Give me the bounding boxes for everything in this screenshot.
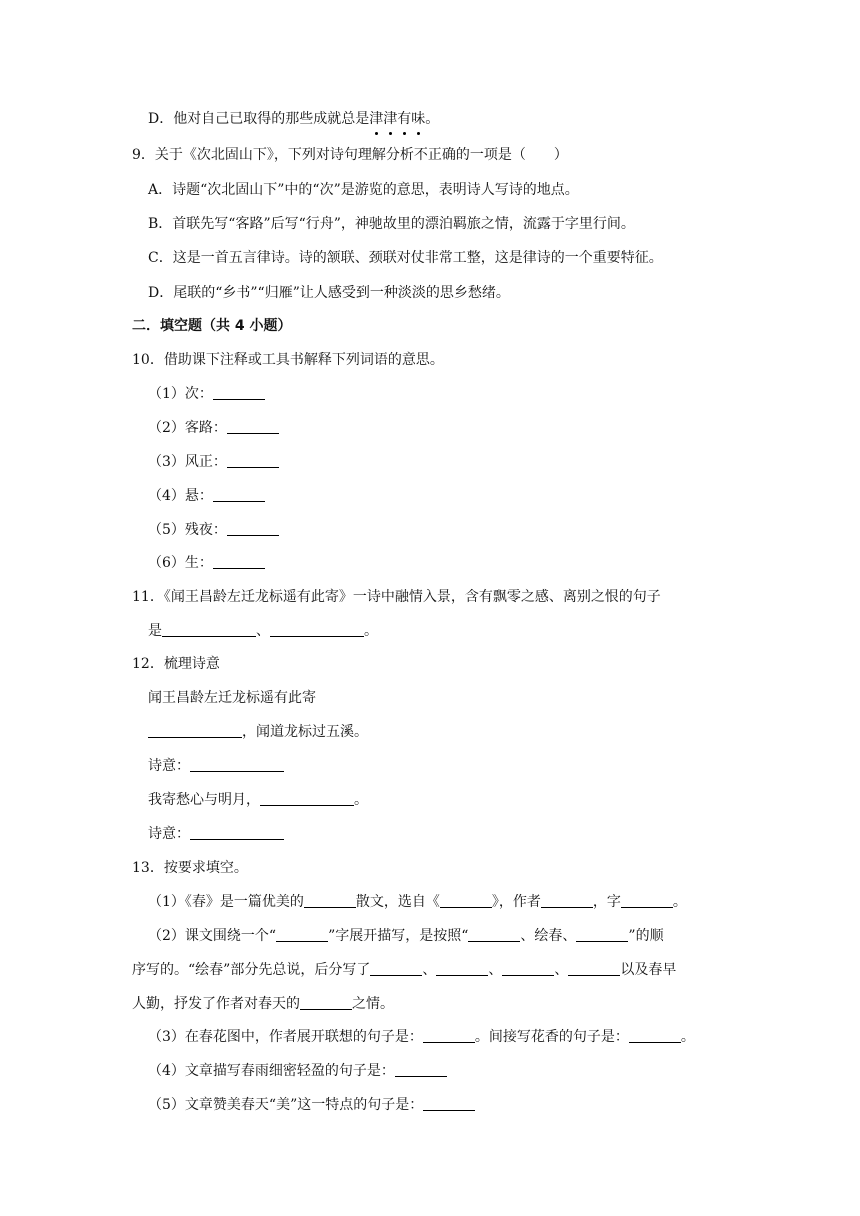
q13-text: 。间接写花香的句子是：	[474, 1029, 629, 1045]
answer-blank[interactable]	[260, 791, 354, 806]
q12-meaning-label: 诗意：	[148, 826, 190, 842]
answer-blank[interactable]	[190, 825, 284, 840]
answer-blank[interactable]	[568, 961, 620, 976]
q10-stem: 10．借助课下注释或工具书解释下列词语的意思。	[132, 352, 444, 368]
answer-blank[interactable]	[213, 554, 265, 569]
q8-option-d	[148, 109, 439, 129]
q11-stem: 11．《闻王昌龄左迁龙标遥有此寄》一诗中融情入景，含有飘零之感、离别之恨的句子	[132, 589, 661, 605]
q9-stem: 9．关于《次北固山下》，下列对诗句理解分析不正确的一项是（ ）	[132, 147, 568, 163]
q13-text: （3）在春花图中，作者展开联想的句子是：	[148, 1029, 423, 1045]
q9-option-a: A．诗题“次北固山下”中的“次”是游览的意思，表明诗人写诗的地点。	[148, 182, 579, 198]
q13-text: ，字	[592, 894, 621, 910]
answer-blank[interactable]	[300, 995, 352, 1010]
q12-line2-end: 。	[354, 792, 368, 808]
answer-blank[interactable]	[423, 1096, 475, 1111]
q11-prefix: 是	[148, 623, 162, 639]
q13-part4	[148, 1061, 447, 1081]
q12-line1	[148, 722, 368, 742]
q10-item-label: （2）客路：	[148, 420, 227, 436]
q13-text: 。	[672, 894, 687, 910]
q13-text: 。	[680, 1029, 695, 1045]
q10-item	[148, 520, 279, 540]
answer-blank[interactable]	[541, 893, 593, 908]
answer-blank[interactable]	[227, 419, 279, 434]
answer-blank[interactable]	[436, 961, 488, 976]
answer-blank[interactable]	[502, 961, 554, 976]
q10-item-label: （4）悬：	[148, 488, 213, 504]
answer-blank[interactable]	[227, 453, 279, 468]
q8-option-d-prefix: D．他对自己已取得的那些成就总是	[148, 111, 370, 127]
answer-blank[interactable]	[304, 893, 356, 908]
answer-blank[interactable]	[629, 1028, 681, 1043]
answer-blank[interactable]	[270, 622, 364, 637]
answer-blank[interactable]	[621, 893, 673, 908]
q13-text: （2）课文围绕一个“	[148, 928, 277, 944]
section-heading: 二．填空题（共 4 小题）	[132, 318, 292, 334]
q13-text: 人勤，抒发了作者对春天的	[132, 996, 300, 1012]
q10-item-label: （6）生：	[148, 555, 213, 571]
q12-line2-prefix: 我寄愁心与明月，	[148, 792, 260, 808]
q13-part2b	[132, 960, 676, 980]
q13-text: 以及春早	[620, 962, 677, 978]
q10-item	[148, 384, 265, 404]
q13-text: 散文，选自《	[355, 894, 440, 910]
answer-blank[interactable]	[440, 893, 492, 908]
q13-part2a	[148, 926, 664, 946]
q10-item	[148, 418, 279, 438]
q12-line2	[148, 790, 368, 810]
q12-poem-title: 闻王昌龄左迁龙标遥有此寄	[148, 690, 316, 706]
q10-item	[148, 452, 279, 472]
q13-text: （5）文章赞美春天“美”这一特点的句子是：	[148, 1097, 424, 1113]
q13-text: （4）文章描写春雨细密轻盈的句子是：	[148, 1063, 395, 1079]
q10-item-label: （3）风正：	[148, 454, 227, 470]
answer-blank[interactable]	[468, 927, 520, 942]
answer-blank[interactable]	[423, 1028, 475, 1043]
q9-option-b: B．首联先写“客路”后写“行舟”，神驰故里的漂泊羁旅之情，流露于字里行间。	[148, 216, 635, 232]
answer-blank[interactable]	[227, 521, 279, 536]
emphasis-char: 味	[411, 111, 426, 127]
emphasis-char: 津	[369, 111, 384, 127]
emphasis-char: 津	[383, 111, 398, 127]
q13-text: 序写的。“绘春”部分先总说，后分写了	[132, 962, 371, 978]
q13-part3	[148, 1027, 695, 1047]
answer-blank[interactable]	[213, 385, 265, 400]
answer-blank[interactable]	[276, 927, 328, 942]
q13-part5	[148, 1095, 475, 1115]
q11-line2	[148, 621, 378, 641]
q13-text: 、	[488, 962, 503, 978]
q12-meaning-1	[148, 756, 284, 776]
q13-text: （1）《春》是一篇优美的	[148, 894, 304, 910]
answer-blank[interactable]	[190, 757, 284, 772]
q13-part2c	[132, 994, 394, 1014]
q13-text: 》，作者	[491, 894, 541, 910]
answer-blank[interactable]	[395, 1062, 447, 1077]
q13-text: 、	[554, 962, 569, 978]
q12-meaning-label: 诗意：	[148, 758, 190, 774]
answer-blank[interactable]	[576, 927, 628, 942]
q13-text: ”字展开描写，是按照“	[328, 928, 469, 944]
q13-text: ”的顺	[628, 928, 664, 944]
emphasis-char: 有	[397, 111, 412, 127]
answer-blank[interactable]	[213, 487, 265, 502]
q13-stem: 13．按要求填空。	[132, 860, 248, 876]
q9-option-c: C．这是一首五言律诗。诗的颔联、颈联对仗非常工整，这是律诗的一个重要特征。	[148, 250, 663, 266]
q13-part1	[148, 892, 687, 912]
q10-item	[148, 486, 265, 506]
answer-blank[interactable]	[162, 622, 256, 637]
q11-end: 。	[364, 623, 378, 639]
q10-item	[148, 553, 265, 573]
q10-item-label: （1）次：	[148, 386, 213, 402]
q12-stem: 12．梳理诗意	[132, 656, 220, 672]
q8-option-d-suffix: 。	[425, 111, 440, 127]
q13-text: 、	[422, 962, 437, 978]
answer-blank[interactable]	[148, 723, 242, 738]
q9-option-d: D．尾联的“乡书”“归雁”让人感受到一种淡淡的思乡愁绪。	[148, 285, 510, 301]
q13-text: 、绘春、	[520, 928, 577, 944]
q12-line1-suffix: ，闻道龙标过五溪。	[242, 724, 368, 740]
q13-text: 之情。	[352, 996, 394, 1012]
q12-meaning-2	[148, 824, 284, 844]
q11-separator: 、	[256, 623, 270, 639]
answer-blank[interactable]	[370, 961, 422, 976]
q10-item-label: （5）残夜：	[148, 522, 227, 538]
